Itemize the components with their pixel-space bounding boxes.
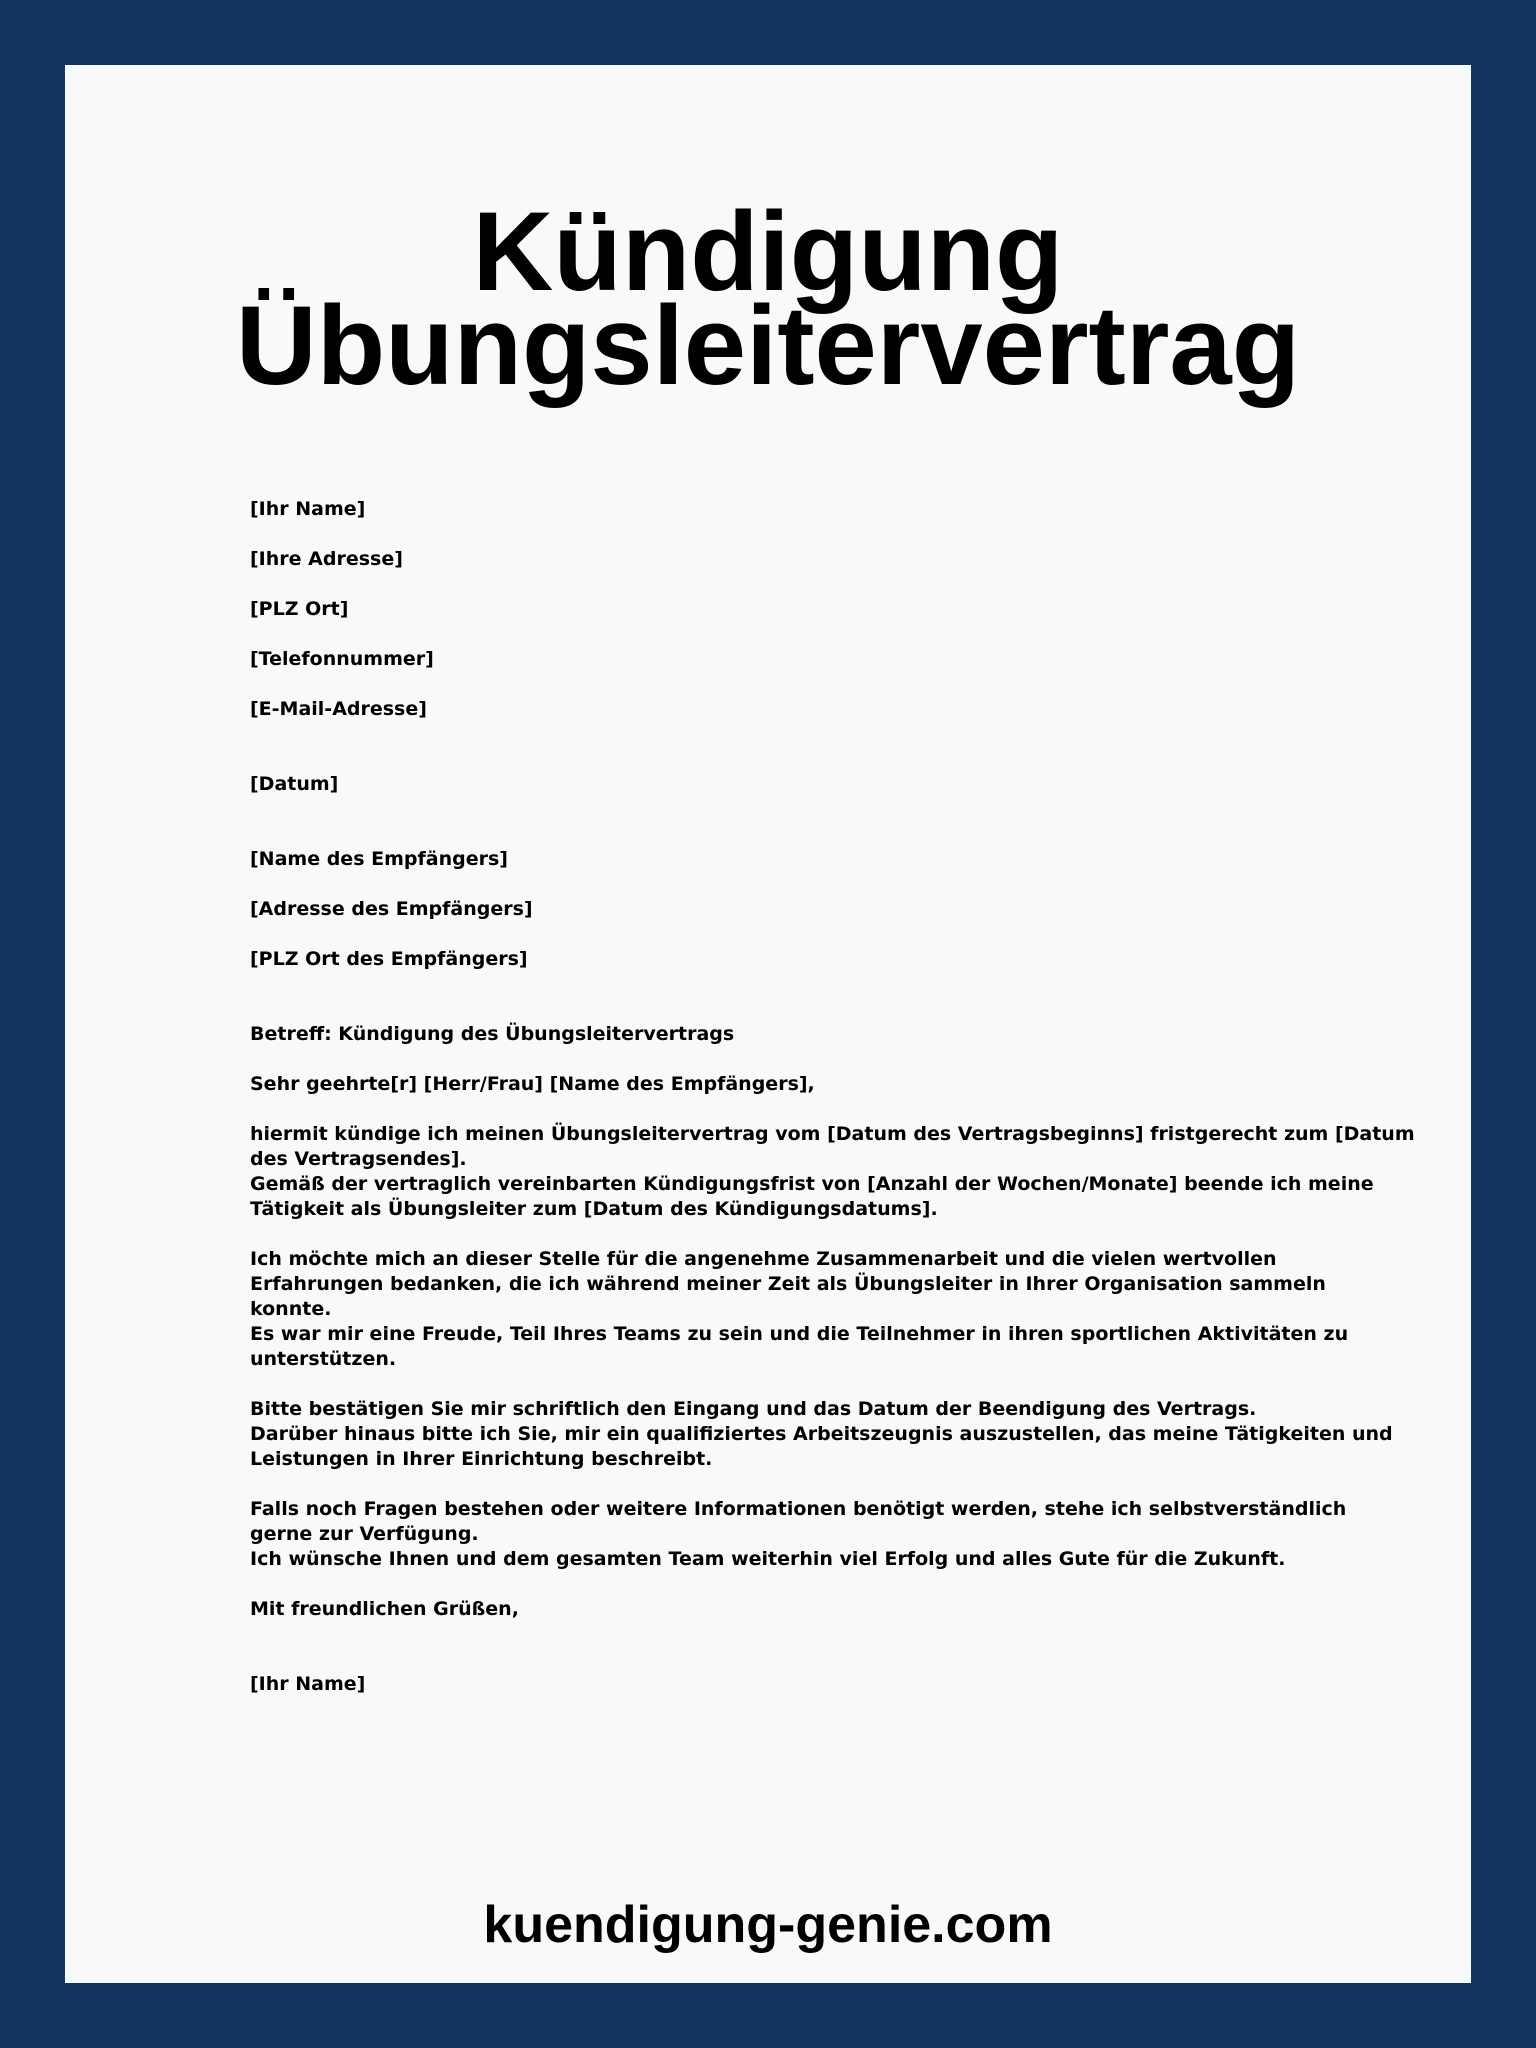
paragraph-termination (250, 1122, 1415, 1222)
paragraph-line: unterstützen. (250, 1348, 397, 1370)
recipient-city: [PLZ Ort des Empfängers] (250, 948, 528, 970)
paragraph-line: Falls noch Fragen bestehen oder weitere Informationen benötigt werden, stehe ich selbstverständlich (250, 1498, 1347, 1520)
document-title-line-1: Kündigung (472, 189, 1064, 314)
paragraph-line: Leistungen in Ihrer Einrichtung beschreibt. (250, 1448, 713, 1470)
recipient-address: [Adresse des Empfängers] (250, 898, 533, 920)
letter-subject: Betreff: Kündigung des Übungsleitervertrags (250, 1023, 735, 1045)
sender-phone: [Telefonnummer] (250, 648, 434, 670)
paragraph-line: gerne zur Verfügung. (250, 1523, 479, 1545)
paragraph-line: Ich wünsche Ihnen und dem gesamten Team weiterhin viel Erfolg und alles Gute für die Zukunft. (250, 1548, 1286, 1570)
paragraph-thanks (250, 1247, 1350, 1372)
letter-body (250, 497, 1415, 1697)
paragraph-line: konnte. (250, 1298, 332, 1320)
sender-name: [Ihr Name] (250, 498, 366, 520)
sender-address: [Ihre Adresse] (250, 548, 403, 570)
paragraph-line: hiermit kündige ich meinen Übungsleitervertrag vom [Datum des Vertragsbeginns] fristgerecht zum [Datum (250, 1123, 1415, 1145)
paragraph-line: Erfahrungen bedanken, die ich während meiner Zeit als Übungsleiter in Ihrer Organisation sammeln (250, 1273, 1326, 1295)
paragraph-confirmation (250, 1397, 1393, 1472)
recipient-name: [Name des Empfängers] (250, 848, 508, 870)
document-title-line-2: Übungsleitervertrag (235, 283, 1301, 408)
paragraph-line: Ich möchte mich an dieser Stelle für die angenehme Zusammenarbeit und die vielen wertvollen (250, 1248, 1277, 1270)
sender-city: [PLZ Ort] (250, 598, 349, 620)
paragraph-questions (250, 1497, 1350, 1572)
paragraph-line: Tätigkeit als Übungsleiter zum [Datum des Kündigungsdatums]. (250, 1198, 938, 1220)
document-title (65, 189, 1471, 408)
letter-salutation: Sehr geehrte[r] [Herr/Frau] [Name des Empfängers], (250, 1073, 815, 1095)
letter-closing: Mit freundlichen Grüßen, (250, 1598, 519, 1620)
footer-website: kuendigung-genie.com (483, 1896, 1053, 1954)
paragraph-line: des Vertragsendes]. (250, 1148, 467, 1170)
paragraph-line: Bitte bestätigen Sie mir schriftlich den Eingang und das Datum der Beendigung des Vertrags. (250, 1398, 1257, 1420)
paragraph-line: Gemäß der vertraglich vereinbarten Kündigungsfrist von [Anzahl der Wochen/Monate] beende ich meine (250, 1173, 1374, 1195)
letter-date: [Datum] (250, 773, 339, 795)
letter-sheet (65, 65, 1471, 1983)
paragraph-line: Darüber hinaus bitte ich Sie, mir ein qualifiziertes Arbeitszeugnis auszustellen, das meine Tätigkeiten und (250, 1423, 1393, 1445)
letter-signature: [Ihr Name] (250, 1673, 366, 1695)
paragraph-line: Es war mir eine Freude, Teil Ihres Teams zu sein und die Teilnehmer in ihren sportlichen Aktivitäten zu (250, 1323, 1349, 1345)
sender-email: [E-Mail-Adresse] (250, 698, 427, 720)
